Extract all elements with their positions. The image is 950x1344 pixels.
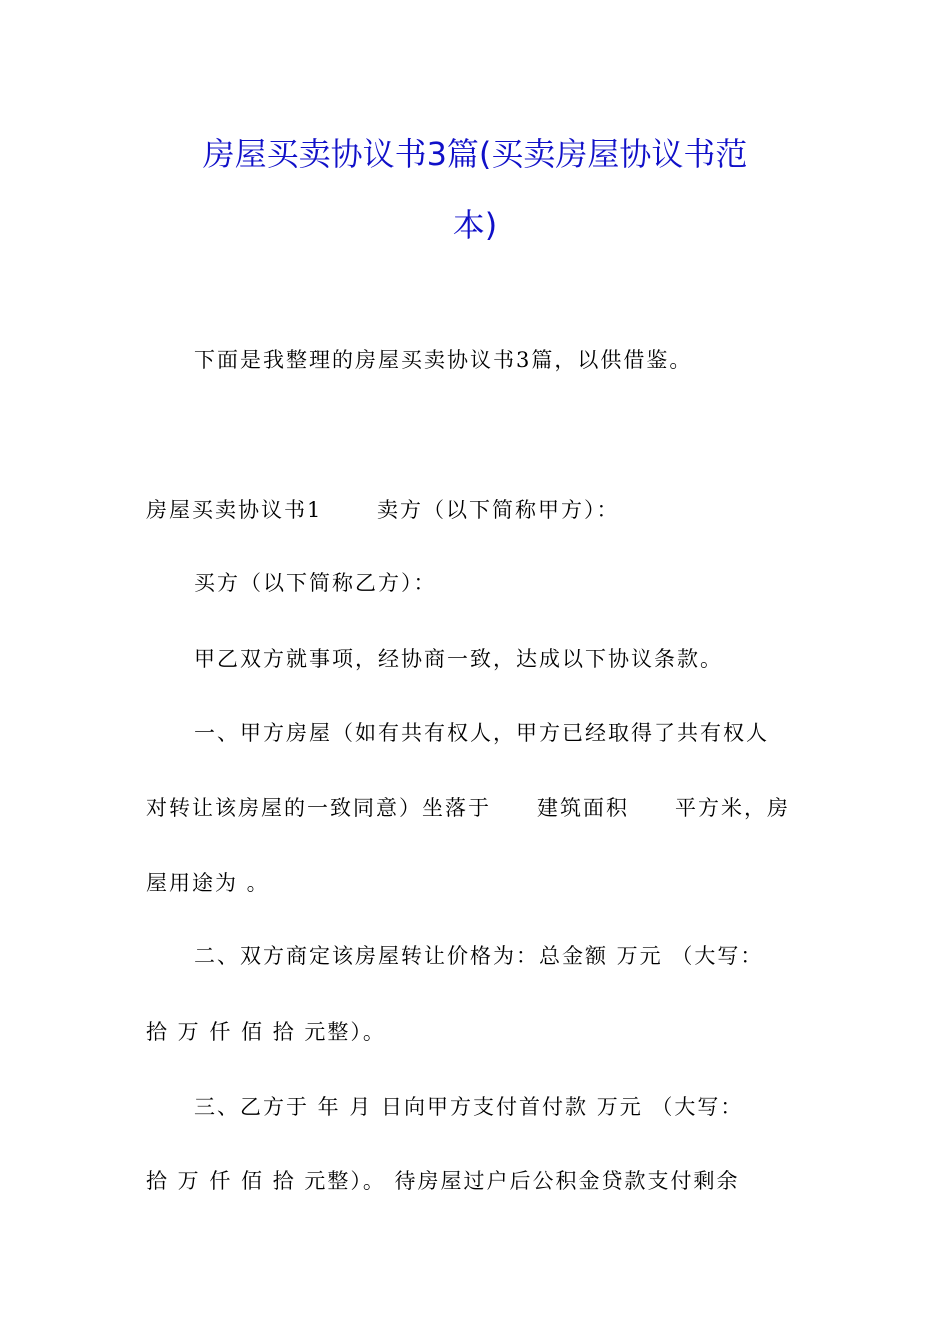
body-line-2: 买方（以下简称乙方）： xyxy=(194,571,437,595)
body-line-5: 对转让该房屋的一致同意）坐落于 建筑面积 平方米，房 xyxy=(146,796,790,820)
body-line-1: 房屋买卖协议书1 卖方（以下简称甲方）： xyxy=(146,498,620,522)
body-line-10: 拾 万 仟 佰 拾 元整）。 待房屋过户后公积金贷款支付剩余 xyxy=(146,1169,740,1193)
body-line-4: 一、甲方房屋（如有共有权人，甲方已经取得了共有权人 xyxy=(194,721,769,745)
body-line-7: 二、双方商定该房屋转让价格为：总金额 万元 （大写： xyxy=(194,944,764,968)
document-title-line-1: 房屋买卖协议书3篇(买卖房屋协议书范 xyxy=(202,135,748,173)
body-line-9: 三、乙方于 年 月 日向甲方支付首付款 万元 （大写： xyxy=(194,1095,744,1119)
document-title-line-2: 本) xyxy=(452,206,498,244)
intro-paragraph: 下面是我整理的房屋买卖协议书3篇，以供借鉴。 xyxy=(194,348,693,372)
body-line-3: 甲乙双方就事项，经协商一致，达成以下协议条款。 xyxy=(194,647,723,671)
body-line-6: 屋用途为 。 xyxy=(146,871,270,895)
body-line-8: 拾 万 仟 佰 拾 元整）。 xyxy=(146,1020,386,1044)
